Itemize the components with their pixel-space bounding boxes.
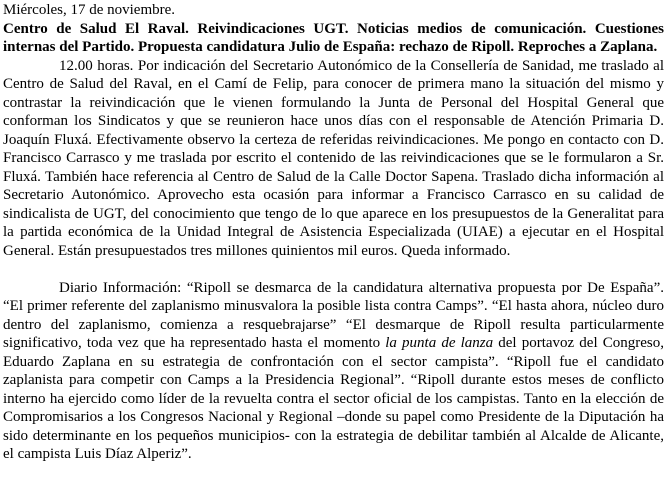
paragraph-text-end: del portavoz del Congreso, Eduardo Zaplana en su estrategia de confrontación con el sector campista”. “Ripoll fue el candidato zaplanista para competir con Camps a la Presidencia Regional”. “Ripoll durante estos meses de conflicto interno ha ejercido como líder de la revuelta contra el sector oficial de los campistas. Tanto en la elección de Compromisarios a los Congresos Nacional y Regional –donde su papel como Presidente de la Diputación ha sido determinante en los pequeños municipios- con la estrategia de debilitar también al Alcalde de Alicante, el campista Luis Díaz Alperiz”.	[3, 335, 664, 462]
entry-heading: Centro de Salud El Raval. Reivindicaciones UGT. Noticias medios de comunicación. Cuestiones internas del Partido. Propuesta candidatura Julio de España: rechazo de Ripoll. Reproches a Zaplana.	[3, 20, 664, 55]
entry-date: Miércoles, 17 de noviembre.	[3, 2, 176, 18]
paragraph-spacer	[3, 260, 664, 279]
paragraph-text-start: Diario Información: “Ripoll se desmarca de la candidatura alternativa propuesta por De España”. “El primer referente del zaplanismo minusvalora la posible lista contra Camps”. “El hasta ahora, núcleo duro dentro del zaplanismo, comienza a resquebrajarse” “El desmarque de Ripoll resulta particularmente significativo, toda vez que ha representado hasta el momento	[3, 279, 664, 351]
paragraph-centro-salud: 12.00 horas. Por indicación del Secretario Autonómico de la Consellería de Sanidad, me traslado al Centro de Salud del Raval, en el Camí de Felip, para conocer de primera mano la situación del mismo y contrastar la reivindicación que le vienen formulando la Junta de Personal del Hospital General que conforman los Sindicatos y que se reunieron hace unos días con el responsable de Atención Primaria D. Joaquín Fluxá. Efectivamente observo la certeza de referidas reivindicaciones. Me pongo en contacto con D. Francisco Carrasco y me traslada por escrito el contenido de las reivindicaciones que se le formularon a Sr. Fluxá. También hace referencia al Centro de Salud de la Calle Doctor Sapena. Traslado dicha información al Secretario Autonómico. Aprovecho esta ocasión para informar a Francisco Carrasco en su calidad de sindicalista de UGT, del conocimiento que tengo de lo que aparece en los presupuestos de la Generalitat para la partida económica de la Unidad Integral de Asistencia Especializada (UIAE) a ejecutar en el Hospital General. Están presupuestados tres millones quinientos mil euros. Queda informado.	[3, 57, 664, 259]
paragraph-diario-informacion	[3, 279, 664, 464]
italic-phrase: la punta de lanza	[385, 335, 494, 351]
